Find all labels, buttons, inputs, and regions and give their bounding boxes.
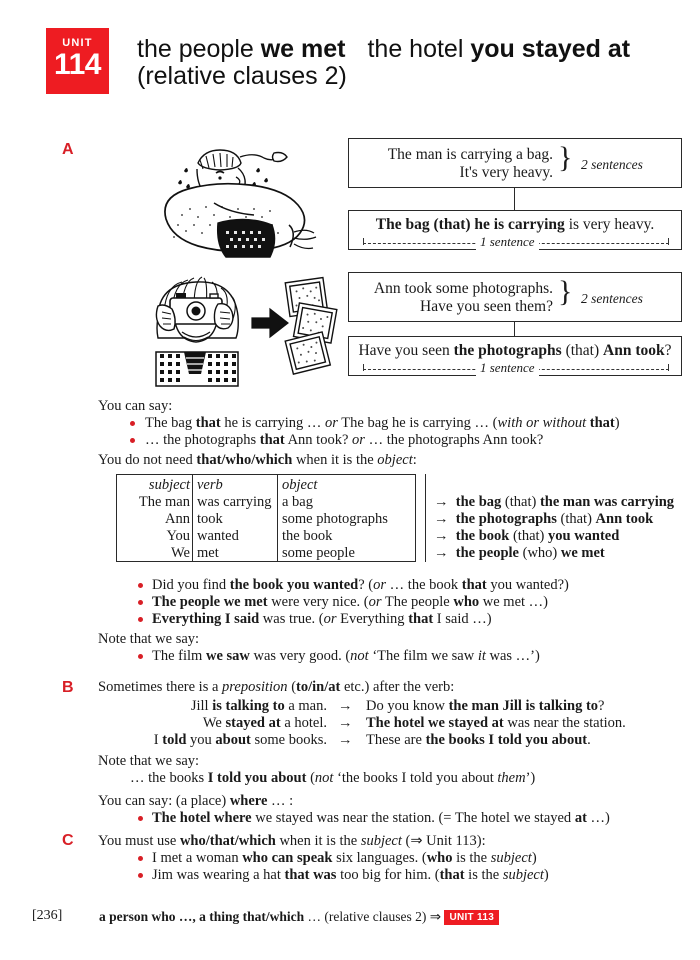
section-c-bullet-2: Jim was wearing a hat that was too big for him. (that is the subject) (152, 867, 549, 883)
section-b-left-3: I told you about some books. (153, 732, 327, 748)
title-part-2: we met (260, 35, 346, 63)
table-row: met (197, 545, 219, 561)
photographs-icon (285, 278, 337, 375)
section-letter-b: B (62, 679, 74, 696)
table-result-row: → the photographs (that) Ann took (434, 511, 654, 527)
obj-b: that/who/which (196, 452, 293, 468)
table-row: a bag (282, 494, 313, 510)
section-b-intro: Sometimes there is a preposition (to/in/at etc.) after the verb: (98, 679, 455, 695)
table-row: some photographs (282, 511, 388, 527)
table-row: took (197, 511, 223, 527)
section-b-right-3: These are the books I told you about. (366, 732, 591, 748)
bullet-dot (130, 438, 135, 443)
obj-a: You do not need (98, 452, 197, 468)
unit-badge (46, 28, 109, 94)
section-b-where-bullet: The hotel where we stayed was near the station. (= The hotel we stayed at …) (152, 810, 610, 826)
bullet-dot (138, 583, 143, 588)
box2-caption: 1 sentence (476, 234, 539, 250)
title-subtitle: (relative clauses 2) (137, 62, 347, 90)
b1-g: that (589, 415, 615, 431)
title-part-4: you stayed at (470, 35, 631, 63)
woman-with-camera-illustration (152, 266, 342, 388)
box4-p1: Have you seen (358, 342, 454, 359)
example-box-two-sentences-1 (348, 138, 682, 188)
table-header-subject: subject (148, 477, 190, 493)
section-b-where-intro: You can say: (a place) where … : (98, 793, 294, 809)
cross-ref-rest: … (relative clauses 2) ⇒ (304, 909, 445, 924)
box4-p4: Ann took (603, 342, 665, 359)
bullet-dot (138, 873, 143, 878)
cross-reference (99, 909, 499, 925)
arrow-glyph: → (434, 528, 449, 544)
box4-span-marker (363, 360, 669, 375)
box1-line2: It's very heavy. (459, 164, 553, 181)
section-b-left-1: Jill is talking to a man. (190, 698, 327, 714)
cross-ref-unit-badge[interactable]: UNIT 113 (444, 910, 499, 925)
arrow-glyph: → (434, 511, 449, 527)
section-a-bullet-2 (145, 432, 543, 449)
section-a-bullet-6: The film we saw was very good. (not ‘The film we saw it was …’) (152, 648, 540, 664)
b1-h: ) (614, 415, 620, 431)
svo-table-result-divider (425, 474, 426, 562)
box4-p2: the photographs (453, 342, 562, 359)
box3-line2: Have you seen them? (420, 298, 553, 315)
bullet-dot (138, 856, 143, 861)
b2-e: … the photographs Ann took? (364, 432, 544, 448)
object-note (98, 452, 417, 469)
section-c-bullet-1: I met a woman who can speak six languages. (who is the subject) (152, 850, 537, 866)
b2-a: … the photographs (145, 432, 260, 448)
example-box-one-sentence-1 (348, 210, 682, 250)
obj-c: when it is the (292, 452, 378, 468)
b2-d: or (352, 432, 365, 448)
table-header-object: object (282, 477, 318, 493)
man-carrying-sack-illustration (152, 137, 342, 262)
table-row: wanted (197, 528, 239, 544)
table-row: You (166, 528, 190, 544)
section-b-right-2: The hotel we stayed at was near the station. (366, 715, 626, 731)
box2-bold: The bag (that) he is carrying (375, 216, 565, 233)
note-that-we-say-1: Note that we say: (98, 631, 200, 647)
page-number: [236] (32, 908, 63, 923)
section-b-arrow-1: → (338, 698, 353, 714)
section-b-arrow-3: → (338, 732, 353, 748)
arrow-glyph: → (434, 494, 449, 510)
section-a-bullet-5: Everything I said was true. (or Everything that I said …) (152, 611, 492, 627)
box-connector-2 (514, 322, 515, 336)
table-result-row: → the bag (that) the man was carrying (434, 494, 675, 510)
box4-p3: (that) (561, 342, 604, 359)
box2-rest: is very heavy. (564, 216, 655, 233)
box4-p5: ? (664, 342, 672, 359)
section-b-right-1: Do you know the man Jill is talking to? (366, 698, 605, 714)
box-connector-1 (514, 188, 515, 210)
section-b-left-2: We stayed at a hotel. (202, 715, 327, 731)
b1-a: The bag (145, 415, 196, 431)
bullet-dot (138, 617, 143, 622)
you-can-say-intro: You can say: (98, 398, 173, 414)
section-c-intro: You must use who/that/which when it is the subject (⇒ Unit 113): (98, 833, 486, 849)
section-a-bullet-4: The people we met were very nice. (or The people who we met …) (152, 594, 548, 610)
title-part-1: the people (137, 35, 261, 63)
bullet-dot (130, 421, 135, 426)
section-b-arrow-2: → (338, 715, 353, 731)
right-arrow-icon (252, 309, 288, 337)
box2-span-marker (363, 234, 669, 249)
section-letter-c: C (62, 832, 74, 849)
table-result-row: → the book (that) you wanted (434, 528, 620, 544)
bullet-dot (138, 654, 143, 659)
box3-brace: } (558, 275, 573, 308)
box1-brace: } (558, 141, 573, 174)
b1-b: that (195, 415, 221, 431)
table-row: some people (282, 545, 355, 561)
table-row: was carrying (197, 494, 272, 510)
unit-badge-number: 114 (54, 48, 101, 81)
section-b-note-line: … the books I told you about (not ‘the books I told you about them’) (130, 770, 536, 786)
b1-e: The bag he is carrying … ( (337, 415, 498, 431)
box3-line1: Ann took some photographs. (373, 280, 553, 297)
cross-ref-bold: a person who …, a thing that/which (99, 909, 305, 924)
section-letter-a: A (62, 141, 74, 158)
table-row: The man (138, 494, 190, 510)
table-row: the book (282, 528, 333, 544)
example-box-one-sentence-2 (348, 336, 682, 376)
bullet-dot (138, 816, 143, 821)
table-row: Ann (165, 511, 190, 527)
box1-label: 2 sentences (581, 157, 643, 172)
b1-f: with or without (497, 415, 590, 431)
box1-line1: The man is carrying a bag. (387, 146, 553, 163)
title-part-3: the hotel (367, 35, 471, 63)
box4-caption: 1 sentence (476, 360, 539, 376)
box3-label: 2 sentences (581, 291, 643, 306)
note-that-we-say-2: Note that we say: (98, 753, 200, 769)
b2-b: that (259, 432, 285, 448)
table-header-verb: verb (197, 477, 223, 493)
table-row: We (171, 545, 190, 561)
b1-c: he is carrying … (220, 415, 326, 431)
example-box-two-sentences-2 (348, 272, 682, 322)
bullet-dot (138, 600, 143, 605)
b1-d: or (325, 415, 338, 431)
section-a-bullet-1 (145, 415, 620, 432)
obj-d: object (377, 452, 413, 468)
obj-e: : (412, 452, 417, 468)
section-a-bullet-3: Did you find the book you wanted? (or … the book that you wanted?) (152, 577, 569, 593)
page-title (137, 36, 682, 90)
arrow-glyph: → (434, 545, 449, 561)
table-result-row: → the people (who) we met (434, 545, 605, 561)
unit-badge-word: UNIT (62, 37, 93, 49)
b2-c: Ann took? (284, 432, 353, 448)
